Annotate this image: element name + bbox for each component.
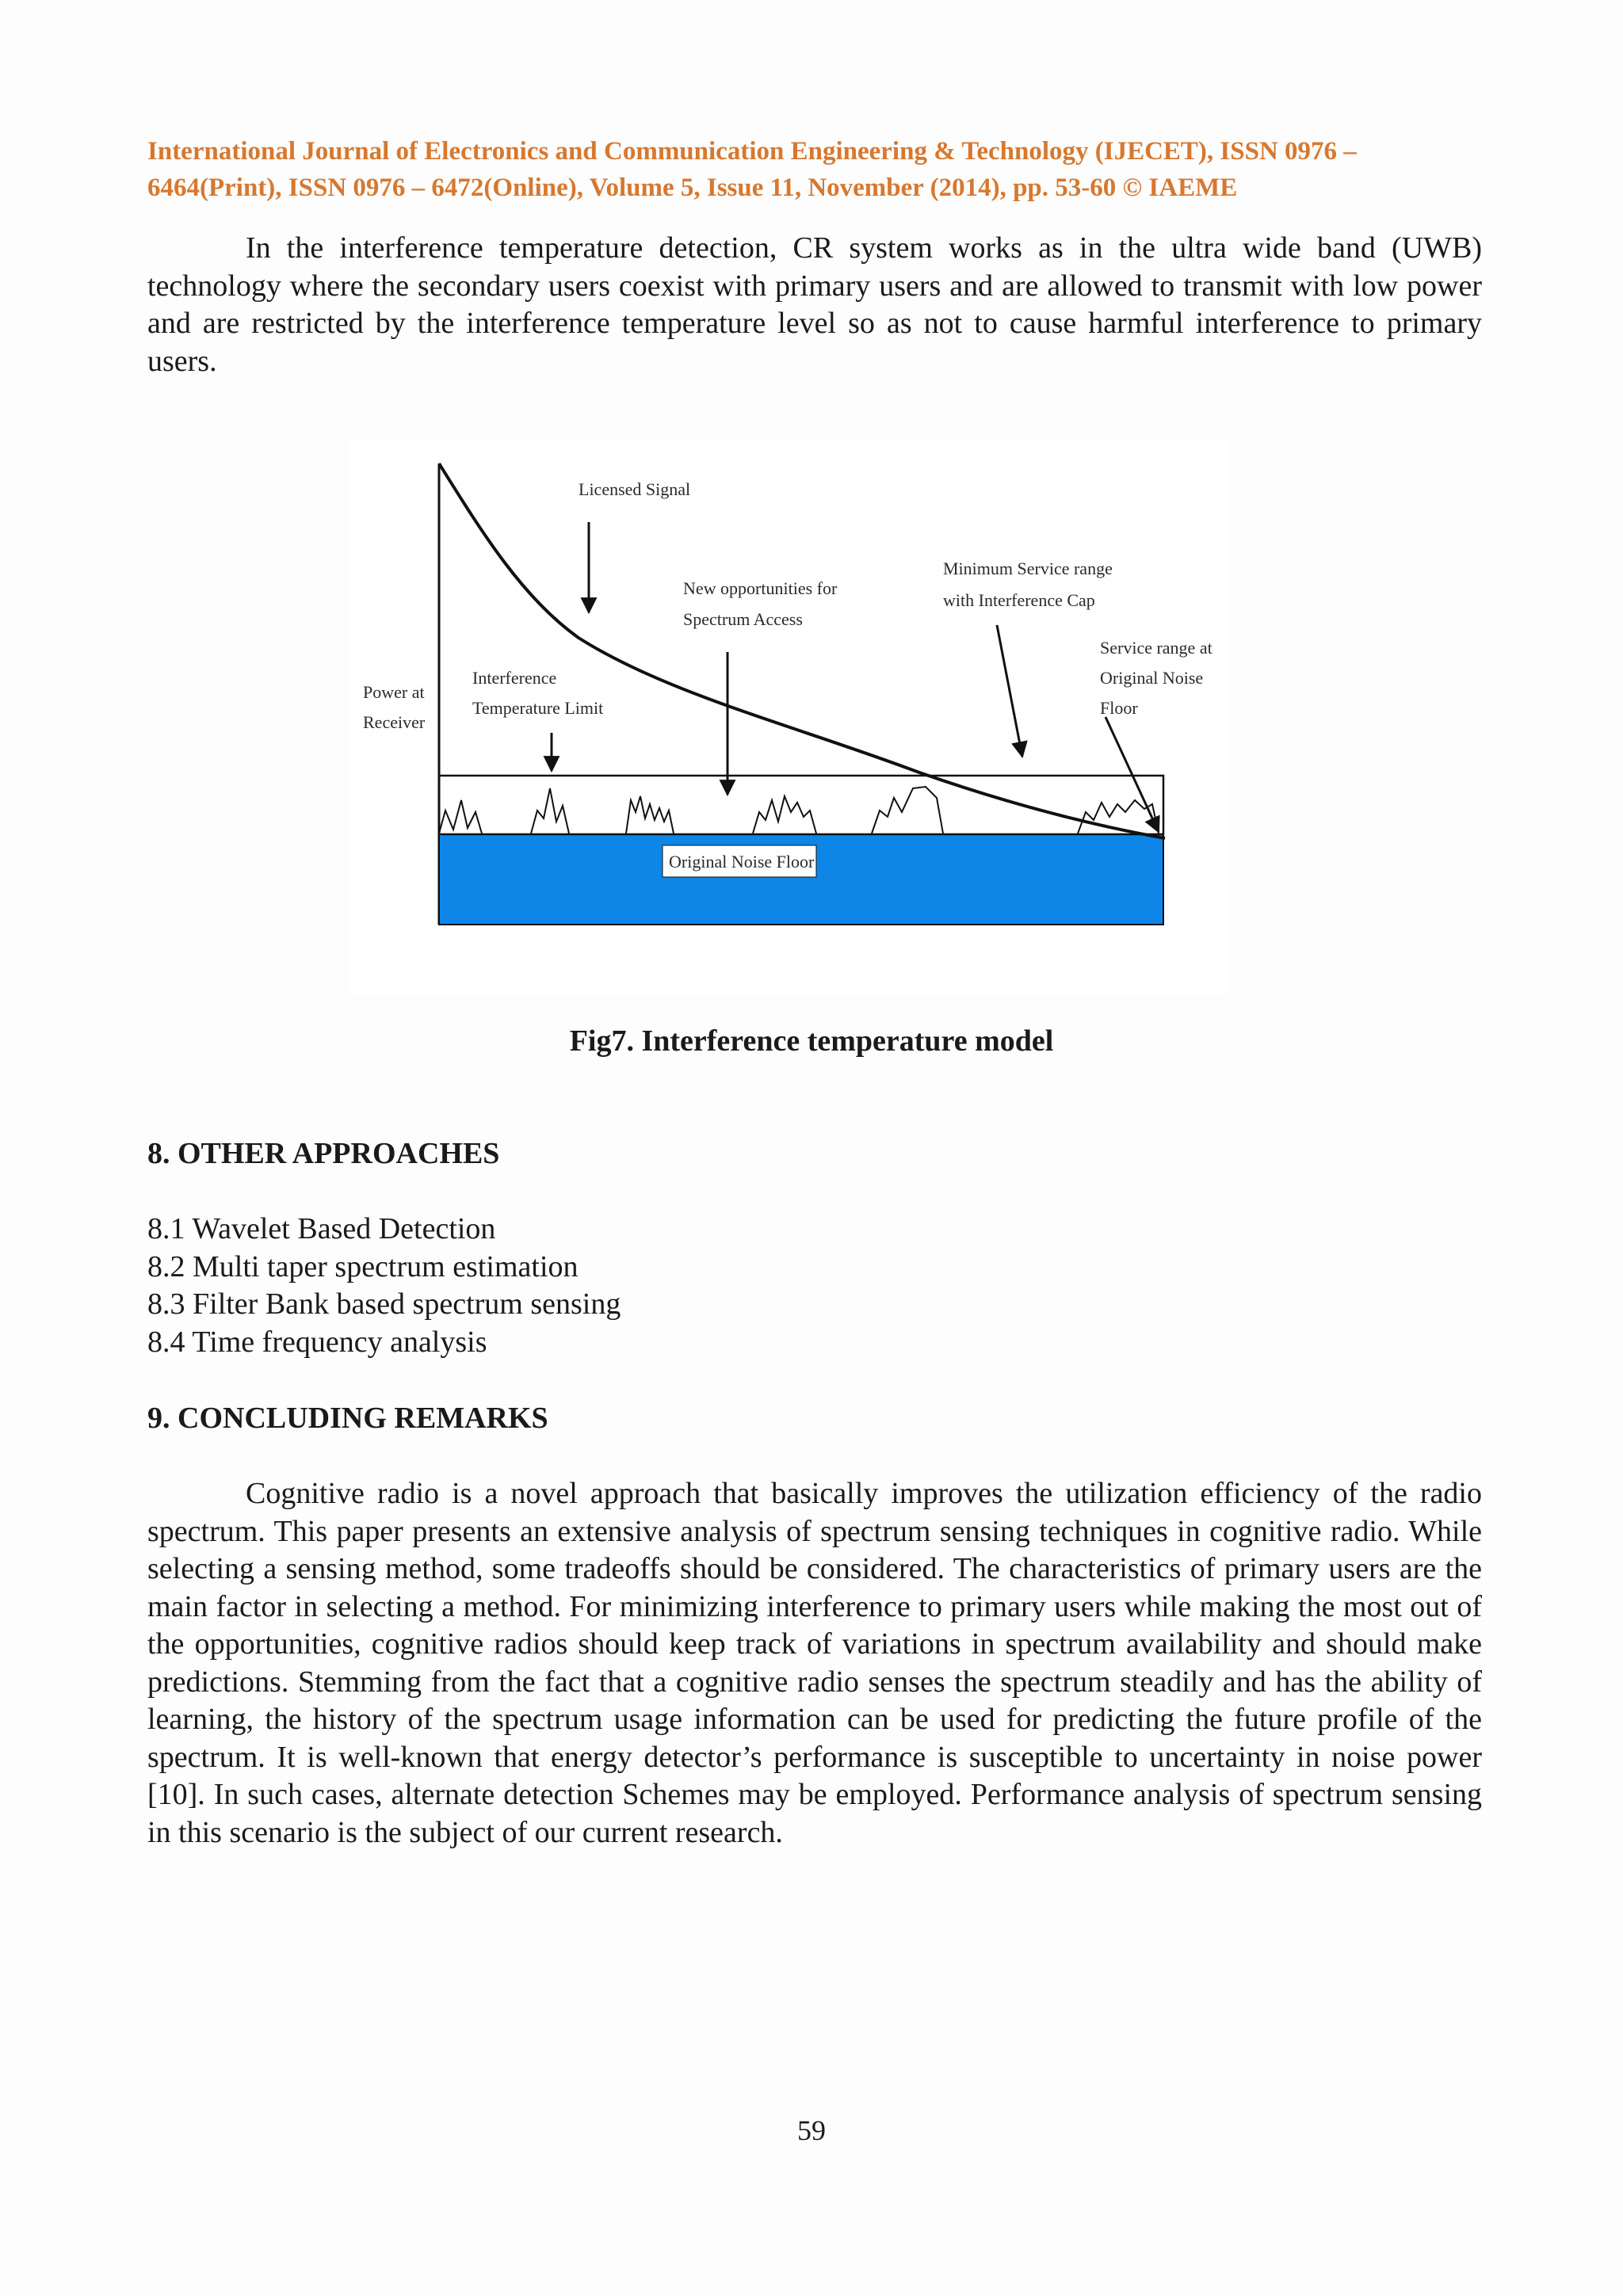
label-service-range-3: Floor (1100, 698, 1138, 718)
label-service-range-1: Service range at (1100, 638, 1212, 658)
concluding-paragraph-text: Cognitive radio is a novel approach that basically improves the utilization efficiency of the radio spectrum. This paper presents an extensive analysis of spectrum sensing techniques in cognitive radio. While selecting a sensing method, some tradeoffs should be considered. The characteristics of primary users are the main factor in selecting a method. For minimizing interference to primary users while making the most out of the opportunities, cognitive radios should keep track of variations in spectrum availability and should make predictions. Stemming from the fact that a cognitive radio senses the spectrum steadily and has the ability of learning, the history of the spectrum usage information can be used for predicting the future profile of the spectrum. It is well-known that energy detector’s performance is susceptible to uncertainty in noise power [10]. In such cases, alternate detection Schemes may be employed. Performance analysis of spectrum sensing in this scenario is the subject of our current research. (147, 1477, 1482, 1849)
journal-header (147, 133, 1482, 206)
section-8-list (147, 1211, 621, 1361)
journal-header-line-1: International Journal of Electronics and Communication Engineering & Technology (IJECET), ISSN 0976 – (147, 137, 1357, 166)
list-item: 8.4 Time frequency analysis (147, 1325, 487, 1359)
figure-caption: Fig7. Interference temperature model (569, 1024, 1054, 1058)
label-interference-2: Temperature Limit (472, 698, 604, 718)
label-power-2: Receiver (363, 712, 426, 732)
figure-diagram (349, 440, 1228, 994)
label-min-service-1: Minimum Service range (943, 559, 1113, 578)
label-new-opportunities-2: Spectrum Access (683, 609, 803, 629)
list-item: 8.3 Filter Bank based spectrum sensing (147, 1287, 621, 1321)
label-new-opportunities-1: New opportunities for (683, 578, 838, 598)
page-number: 59 (797, 2115, 826, 2146)
label-service-range-2: Original Noise (1100, 668, 1204, 688)
section-9-heading: 9. CONCLUDING REMARKS (147, 1402, 548, 1435)
label-power-1: Power at (363, 682, 425, 702)
concluding-paragraph (147, 1475, 1482, 1852)
list-item: 8.2 Multi taper spectrum estimation (147, 1249, 579, 1283)
label-interference-1: Interference (472, 668, 557, 688)
section-8-heading: 8. OTHER APPROACHES (147, 1137, 500, 1170)
interference-temperature-figure (349, 440, 1228, 994)
label-min-service-2: with Interference Cap (943, 590, 1095, 610)
list-item: 8.1 Wavelet Based Detection (147, 1212, 496, 1245)
label-noise-floor: Original Noise Floor (669, 852, 815, 871)
label-licensed-signal: Licensed Signal (579, 479, 691, 499)
intro-paragraph (147, 230, 1482, 380)
intro-paragraph-text: In the interference temperature detection, CR system works as in the ultra wide band (UWB) technology where the secondary users coexist with primary users and are allowed to transmit with low power and are restricted by the interference temperature level so as not to cause harmful interference to primary users. (147, 231, 1482, 378)
journal-header-line-2: 6464(Print), ISSN 0976 – 6472(Online), Volume 5, Issue 11, November (2014), pp. 53-60 © IAEME (147, 174, 1238, 202)
